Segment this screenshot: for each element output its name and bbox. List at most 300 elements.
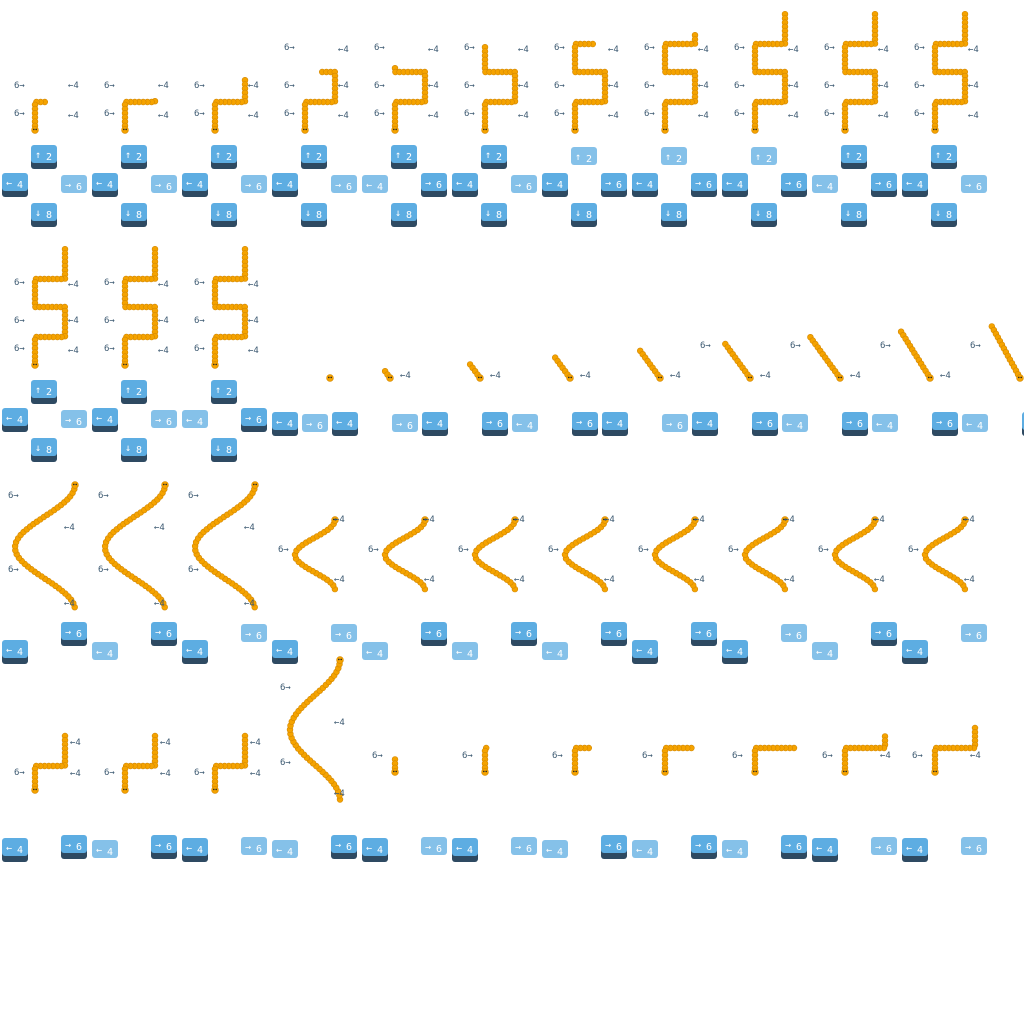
direction-label-left: ←4 <box>784 515 795 525</box>
key-right-cap <box>842 412 868 436</box>
direction-label-right: 6→ <box>194 316 205 326</box>
key-arrow: → <box>575 417 583 428</box>
snake-head <box>337 657 344 664</box>
key-digit: 4 <box>196 845 204 856</box>
direction-label-left: ←4 <box>698 45 709 55</box>
snake <box>382 517 428 592</box>
key-digit: 2 <box>135 152 143 163</box>
key-arrow: ← <box>425 417 433 428</box>
key-digit: 4 <box>106 415 114 426</box>
snake-eye <box>485 129 487 131</box>
key-digit: 4 <box>376 182 384 193</box>
snake-eye <box>575 129 577 131</box>
snake <box>898 329 933 382</box>
snake-eye <box>393 129 395 131</box>
snake <box>842 11 878 133</box>
key-arrow: → <box>784 629 792 640</box>
snake-head <box>212 787 219 794</box>
snake-head <box>32 787 39 794</box>
snake-head <box>842 769 849 776</box>
key-left-cap <box>2 838 28 862</box>
key-arrow: ← <box>725 645 733 656</box>
key-right-cap <box>511 175 537 193</box>
snake-head <box>387 375 394 382</box>
snake-eye <box>253 484 255 486</box>
direction-label-right: 6→ <box>970 341 981 351</box>
direction-label-right: 6→ <box>374 109 385 119</box>
snake-eye <box>935 129 937 131</box>
snake-eye <box>665 129 667 131</box>
key-digit: 4 <box>466 649 474 660</box>
frame-corner-11 <box>902 725 987 862</box>
direction-label-left: ←4 <box>248 316 259 326</box>
key-arrow: ← <box>365 647 373 658</box>
key-down-cap <box>211 203 237 227</box>
key-arrow: ← <box>635 645 643 656</box>
frame-wave-full-5 <box>362 515 447 660</box>
key-up-cap <box>301 145 327 169</box>
snake-eye <box>665 771 667 773</box>
key-arrow: ↓ <box>484 208 492 219</box>
key-digit: 8 <box>405 210 413 221</box>
frame-corner-8 <box>632 745 717 859</box>
key-digit: 4 <box>556 180 564 191</box>
key-left-cap <box>512 414 538 432</box>
direction-label-left: ←4 <box>64 523 75 533</box>
key-digit: 4 <box>286 847 294 858</box>
key-arrow: ← <box>5 645 13 656</box>
direction-label-left: ←4 <box>68 346 79 356</box>
snake <box>122 98 158 133</box>
direction-label-left: ←4 <box>580 371 591 381</box>
key-arrow: → <box>244 629 252 640</box>
snake-eye <box>393 771 395 773</box>
key-arrow: → <box>964 180 972 191</box>
key-arrow: ← <box>815 180 823 191</box>
key-down-cap <box>931 203 957 227</box>
direction-label-right: 6→ <box>552 751 563 761</box>
snake-eye <box>255 484 257 486</box>
key-right-cap <box>61 835 87 859</box>
key-left-cap <box>272 173 298 197</box>
direction-label-left: ←4 <box>760 371 771 381</box>
direction-label-right: 6→ <box>734 81 745 91</box>
frame-square-1 <box>2 81 87 227</box>
snake-eye <box>838 377 840 379</box>
snake-eye <box>485 771 487 773</box>
frame-square-7 <box>542 41 627 227</box>
key-right-cap <box>392 414 418 432</box>
snake <box>752 745 797 775</box>
direction-label-right: 6→ <box>548 545 559 555</box>
key-digit: 6 <box>975 631 983 642</box>
key-arrow: ← <box>605 417 613 428</box>
snake-head <box>32 127 39 134</box>
snake <box>212 246 248 368</box>
direction-label-right: 6→ <box>734 43 745 53</box>
direction-label-left: ←4 <box>158 111 169 121</box>
key-digit: 8 <box>855 210 863 221</box>
snake-eye <box>483 771 485 773</box>
direction-label-left: ←4 <box>608 45 619 55</box>
direction-label-left: ←4 <box>158 81 169 91</box>
snake-head <box>162 482 169 489</box>
direction-label-right: 6→ <box>554 109 565 119</box>
key-right-cap <box>61 622 87 646</box>
direction-label-left: ←4 <box>158 346 169 356</box>
key-up-cap <box>931 145 957 169</box>
snake-eye <box>1020 377 1022 379</box>
key-digit: 6 <box>705 842 713 853</box>
key-left-cap <box>452 838 478 862</box>
key-arrow: → <box>694 840 702 851</box>
key-up-cap <box>571 147 597 165</box>
snake-eye <box>125 789 127 791</box>
direction-label-right: 6→ <box>644 81 655 91</box>
key-right-cap <box>421 837 447 855</box>
key-arrow: ← <box>95 178 103 189</box>
snake-eye <box>75 484 77 486</box>
snake-eye <box>750 377 752 379</box>
key-right-cap <box>781 624 807 642</box>
snake-eye <box>1018 377 1020 379</box>
snake <box>742 517 788 592</box>
key-up-cap <box>481 145 507 169</box>
key-digit: 6 <box>975 844 983 855</box>
snake-head <box>212 362 219 369</box>
key-digit: 6 <box>885 180 893 191</box>
snake-eye <box>163 484 165 486</box>
key-down-cap <box>301 203 327 227</box>
key-arrow: → <box>334 629 342 640</box>
key-left-cap <box>632 640 658 664</box>
snake <box>662 745 695 775</box>
snake-eye <box>658 377 660 379</box>
key-digit: 2 <box>45 387 53 398</box>
frame-square-12 <box>2 246 87 462</box>
snake-head <box>572 769 579 776</box>
key-arrow: ↓ <box>394 208 402 219</box>
key-arrow: → <box>514 627 522 638</box>
snake-eye <box>840 377 842 379</box>
direction-label-left: ←4 <box>160 769 171 779</box>
frame-square-6 <box>452 43 537 227</box>
direction-label-right: 6→ <box>104 81 115 91</box>
key-arrow: ↑ <box>304 150 312 161</box>
frame-square-5 <box>362 43 447 227</box>
direction-label-left: ←4 <box>68 111 79 121</box>
snake-eye <box>478 377 480 379</box>
key-digit: 4 <box>16 415 24 426</box>
snake-eye <box>73 484 75 486</box>
key-digit: 8 <box>45 210 53 221</box>
key-right-cap <box>511 837 537 855</box>
direction-label-left: ←4 <box>68 81 79 91</box>
snake-head <box>122 362 129 369</box>
snake <box>808 334 844 381</box>
direction-label-right: 6→ <box>822 751 833 761</box>
key-left-cap <box>902 838 928 862</box>
direction-label-right: 6→ <box>790 341 801 351</box>
snake-head <box>327 375 334 382</box>
key-arrow: ← <box>875 419 883 430</box>
key-digit: 8 <box>225 445 233 456</box>
key-left-cap <box>2 408 28 432</box>
key-digit: 2 <box>945 152 953 163</box>
frame-square-9 <box>722 11 807 227</box>
direction-label-right: 6→ <box>14 81 25 91</box>
snake <box>722 341 753 381</box>
direction-label-left: ←4 <box>850 371 861 381</box>
key-arrow: ↑ <box>34 385 42 396</box>
direction-label-left: ←4 <box>424 575 435 585</box>
key-up-cap <box>121 145 147 169</box>
direction-label-right: 6→ <box>734 109 745 119</box>
snake-eye <box>35 129 37 131</box>
snake-eye <box>843 129 845 131</box>
key-arrow: ← <box>275 645 283 656</box>
key-right-cap <box>421 622 447 646</box>
key-left-cap <box>2 173 28 197</box>
key-digit: 4 <box>436 419 444 430</box>
key-arrow: ↑ <box>844 150 852 161</box>
key-arrow: → <box>154 415 162 426</box>
key-arrow: → <box>935 417 943 428</box>
direction-label-left: ←4 <box>964 575 975 585</box>
key-up-cap <box>391 145 417 169</box>
key-digit: 4 <box>286 419 294 430</box>
key-up-cap <box>211 145 237 169</box>
key-digit: 4 <box>916 647 924 658</box>
key-digit: 2 <box>405 152 413 163</box>
direction-label-left: ←4 <box>338 111 349 121</box>
direction-label-right: 6→ <box>14 768 25 778</box>
key-left-cap <box>362 642 388 660</box>
snake <box>122 733 158 793</box>
frame-square-3 <box>182 77 267 227</box>
direction-label-right: 6→ <box>642 751 653 761</box>
key-arrow: ← <box>335 417 343 428</box>
direction-label-left: ←4 <box>334 789 345 799</box>
key-digit: 4 <box>646 180 654 191</box>
key-digit: 2 <box>495 152 503 163</box>
snake <box>572 745 592 775</box>
key-digit: 6 <box>766 419 774 430</box>
direction-label-right: 6→ <box>8 491 19 501</box>
key-arrow: ← <box>545 647 553 658</box>
snake-eye <box>35 789 37 791</box>
key-digit: 6 <box>165 182 173 193</box>
direction-label-right: 6→ <box>908 545 919 555</box>
key-arrow: → <box>604 178 612 189</box>
key-arrow: → <box>334 180 342 191</box>
frame-corner-4 <box>272 657 357 859</box>
key-left-cap <box>722 173 748 197</box>
key-digit: 6 <box>586 419 594 430</box>
key-arrow: ← <box>815 843 823 854</box>
snake-eye <box>483 129 485 131</box>
snake-eye <box>395 771 397 773</box>
snake-eye <box>843 771 845 773</box>
sprite-frames <box>2 11 1024 862</box>
frame-corner-7 <box>542 745 627 859</box>
frame-square-8 <box>632 32 717 227</box>
key-digit: 6 <box>795 842 803 853</box>
direction-label-right: 6→ <box>732 751 743 761</box>
direction-label-left: ←4 <box>428 45 439 55</box>
key-digit: 6 <box>435 180 443 191</box>
key-digit: 6 <box>975 182 983 193</box>
key-left-cap <box>812 642 838 660</box>
key-left-cap <box>272 412 298 436</box>
direction-label-right: 6→ <box>278 545 289 555</box>
key-arrow: ↑ <box>124 150 132 161</box>
key-left-cap <box>272 840 298 858</box>
key-arrow: → <box>424 178 432 189</box>
key-digit: 2 <box>675 154 683 165</box>
key-digit: 6 <box>885 844 893 855</box>
key-digit: 4 <box>916 845 924 856</box>
key-arrow: ← <box>785 419 793 430</box>
snake <box>212 77 248 133</box>
key-digit: 4 <box>616 419 624 430</box>
direction-label-right: 6→ <box>824 109 835 119</box>
key-right-cap <box>961 175 987 193</box>
direction-label-left: ←4 <box>424 515 435 525</box>
frame-wave-full-7 <box>542 515 627 660</box>
snake-eye <box>213 364 215 366</box>
key-digit: 6 <box>165 842 173 853</box>
key-digit: 6 <box>946 419 954 430</box>
key-arrow: ↓ <box>214 443 222 454</box>
direction-label-left: ←4 <box>788 111 799 121</box>
key-digit: 6 <box>615 180 623 191</box>
direction-label-left: ←4 <box>670 371 681 381</box>
key-arrow: ← <box>275 845 283 856</box>
key-digit: 4 <box>826 649 834 660</box>
direction-label-right: 6→ <box>818 545 829 555</box>
snake-eye <box>305 129 307 131</box>
key-up-cap <box>661 147 687 165</box>
direction-label-left: ←4 <box>940 371 951 381</box>
key-digit: 6 <box>255 631 263 642</box>
key-arrow: → <box>64 180 72 191</box>
snake-eye <box>930 377 932 379</box>
snake-eye <box>663 771 665 773</box>
frame-corner-6 <box>452 745 537 862</box>
key-digit: 6 <box>615 629 623 640</box>
direction-label-left: ←4 <box>428 81 439 91</box>
snake-head <box>747 375 754 382</box>
key-arrow: → <box>665 419 673 430</box>
key-left-cap <box>542 173 568 197</box>
frame-wave-full-9 <box>722 515 807 664</box>
key-right-cap <box>662 414 688 432</box>
key-digit: 6 <box>525 629 533 640</box>
direction-label-left: ←4 <box>154 599 165 609</box>
direction-label-right: 6→ <box>912 751 923 761</box>
direction-label-left: ←4 <box>154 523 165 533</box>
key-arrow: ← <box>545 845 553 856</box>
key-arrow: → <box>694 178 702 189</box>
key-arrow: ↓ <box>124 443 132 454</box>
key-digit: 6 <box>75 417 83 428</box>
key-arrow: → <box>244 842 252 853</box>
key-arrow: ← <box>905 645 913 656</box>
snake <box>32 246 68 368</box>
key-arrow: → <box>395 419 403 430</box>
key-arrow: ← <box>635 178 643 189</box>
frame-square-2 <box>92 81 177 227</box>
key-digit: 4 <box>556 649 564 660</box>
snake <box>392 757 399 776</box>
direction-label-left: ←4 <box>788 45 799 55</box>
snake-eye <box>123 364 125 366</box>
key-arrow: ↓ <box>574 208 582 219</box>
key-digit: 8 <box>315 210 323 221</box>
direction-label-right: 6→ <box>194 768 205 778</box>
key-arrow: ↑ <box>394 150 402 161</box>
key-digit: 6 <box>255 182 263 193</box>
key-right-cap <box>241 408 267 432</box>
key-left-cap <box>962 414 988 432</box>
snake-head <box>932 127 939 134</box>
direction-label-left: ←4 <box>70 769 81 779</box>
key-digit: 6 <box>496 419 504 430</box>
key-digit: 6 <box>856 419 864 430</box>
snake-eye <box>845 771 847 773</box>
direction-label-left: ←4 <box>70 738 81 748</box>
key-arrow: → <box>874 627 882 638</box>
frame-wave-full-3 <box>182 482 267 664</box>
key-arrow: ↓ <box>304 208 312 219</box>
key-arrow: ↑ <box>214 150 222 161</box>
snake-head <box>1017 375 1024 382</box>
key-arrow: ← <box>95 647 103 658</box>
direction-label-right: 6→ <box>280 758 291 768</box>
snake-eye <box>215 364 217 366</box>
key-right-cap <box>421 173 447 197</box>
snake-eye <box>165 484 167 486</box>
direction-label-right: 6→ <box>188 565 199 575</box>
key-digit: 8 <box>135 445 143 456</box>
direction-label-right: 6→ <box>914 81 925 91</box>
key-digit: 6 <box>316 421 324 432</box>
frame-square-13 <box>92 246 177 462</box>
key-right-cap <box>601 835 627 859</box>
snake-head <box>842 127 849 134</box>
key-arrow: → <box>784 840 792 851</box>
direction-label-left: ←4 <box>338 81 349 91</box>
frame-wave-full-11 <box>902 515 987 664</box>
key-arrow: ↓ <box>664 208 672 219</box>
snake-eye <box>568 377 570 379</box>
direction-label-left: ←4 <box>244 599 255 609</box>
direction-label-right: 6→ <box>372 751 383 761</box>
key-left-cap <box>452 642 478 660</box>
direction-label-right: 6→ <box>104 768 115 778</box>
direction-label-left: ←4 <box>874 575 885 585</box>
key-left-cap <box>182 410 208 428</box>
direction-label-left: ←4 <box>788 81 799 91</box>
snake <box>922 517 968 592</box>
snake-head <box>572 127 579 134</box>
direction-label-left: ←4 <box>428 111 439 121</box>
snake-eye <box>573 771 575 773</box>
direction-label-right: 6→ <box>464 109 475 119</box>
direction-label-right: 6→ <box>880 341 891 351</box>
key-left-cap <box>632 173 658 197</box>
